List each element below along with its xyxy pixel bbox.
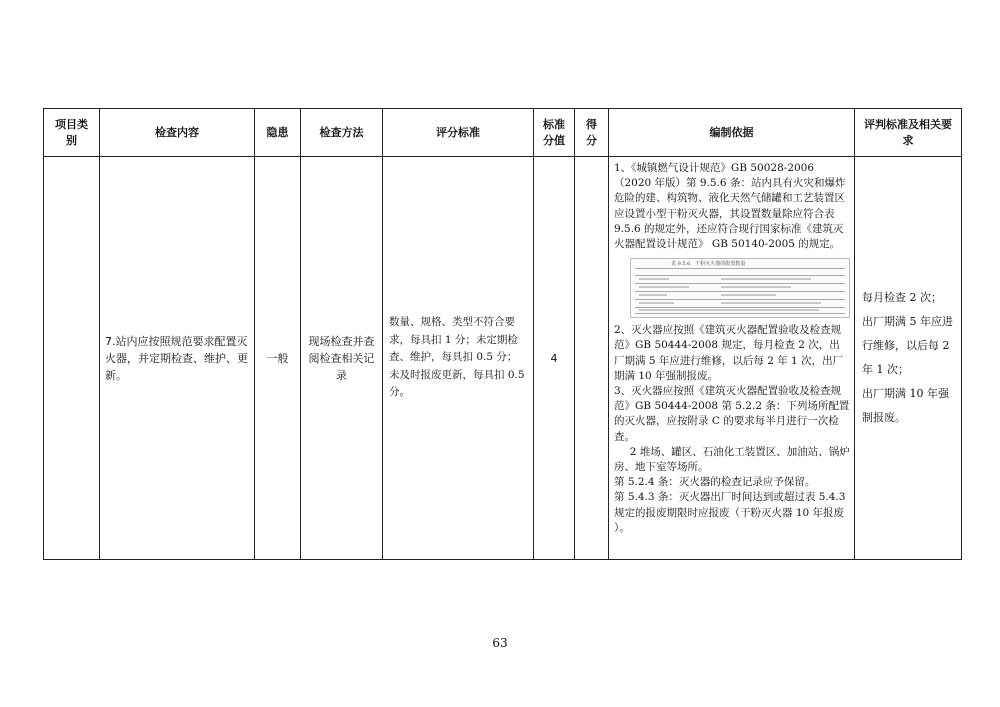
cell-method: 现场检查并查阅检查相关记录	[301, 157, 383, 560]
table-row	[44, 157, 962, 560]
header-basis: 编制依据	[609, 109, 855, 157]
header-score: 得分	[575, 109, 609, 157]
cell-hazard: 一般	[255, 157, 301, 560]
cell-score	[575, 157, 609, 560]
basis-paragraph: 3、灭火器应按照《建筑灭火器配置验收及检查规范》GB 50444-2008 第 5.2.2 条：下列场所配置的灭火器，应按附录 C 的要求每半月进行一次检查。	[614, 385, 850, 443]
header-standard-score: 标准分值	[534, 109, 575, 157]
cell-basis	[609, 157, 855, 560]
inspection-table	[43, 108, 962, 560]
basis-paragraph: 第 5.4.3 条：灭火器出厂时间达到或超过表 5.4.3 规定的报废期限时应报废（干粉灭火器 10 年报废 ）。	[614, 491, 846, 534]
header-row	[44, 109, 962, 157]
header-criteria: 评分标准	[383, 109, 534, 157]
cell-category	[44, 157, 100, 560]
basis-paragraph: 1、《城镇燃气设计规范》GB 50028-2006（2020 年版）第 9.5.6 条：站内具有火灾和爆炸危险的建、构筑物、液化天然气储罐和工艺装置区应设置小型干粉灭火器，其设置数量除应符合表 9.5.6 的规定外，还应符合现行国家标准《建筑灭火器配置设计规范》 GB 50140-2005 的规定。	[614, 162, 846, 251]
basis-paragraph: 2 堆场、罐区、石油化工装置区、加油站、锅炉房、地下室等场所。	[614, 445, 850, 474]
header-hazard: 隐患	[255, 109, 301, 157]
cell-judgement	[855, 157, 962, 560]
header-category: 项目类别	[44, 109, 100, 157]
basis-paragraph: 第 5.2.4 条：灭火器的检查记录应予保留。	[614, 476, 816, 489]
page-number: 63	[492, 636, 508, 650]
judgement-line: 每月检查 2 次；	[862, 291, 942, 304]
judgement-line: 出厂期满 5 年应进行维修，以后每 2 年 1 次；	[862, 315, 953, 376]
header-method: 检查方法	[301, 109, 383, 157]
judgement-line: 出厂期满 10 年强制报废。	[862, 387, 949, 424]
basis-paragraph: 2、灭火器应按照《建筑灭火器配置验收及检查规范》GB 50444-2008 规定，每月检查 2 次，出厂期满 5 年应进行维修，以后每 2 年 1 次，出厂期满 10 年强制报废。	[614, 324, 844, 382]
header-judgement: 评判标准及相关要求	[855, 109, 962, 157]
cell-standard-score: 4	[534, 157, 575, 560]
cell-content: 7.站内应按照规范要求配置灭火器，并定期检查、维护、更新。	[100, 157, 255, 560]
embedded-table-image	[630, 258, 850, 318]
cell-criteria: 数量、规格、类型不符合要求，每具扣 1 分；未定期检查、维护，每具扣 0.5 分；未及时报废更新，每具扣 0.5 分。	[383, 157, 534, 560]
header-content: 检查内容	[100, 109, 255, 157]
embedded-table-title: 表 9.5.6 干粉灭火器的配置数量	[671, 261, 746, 268]
